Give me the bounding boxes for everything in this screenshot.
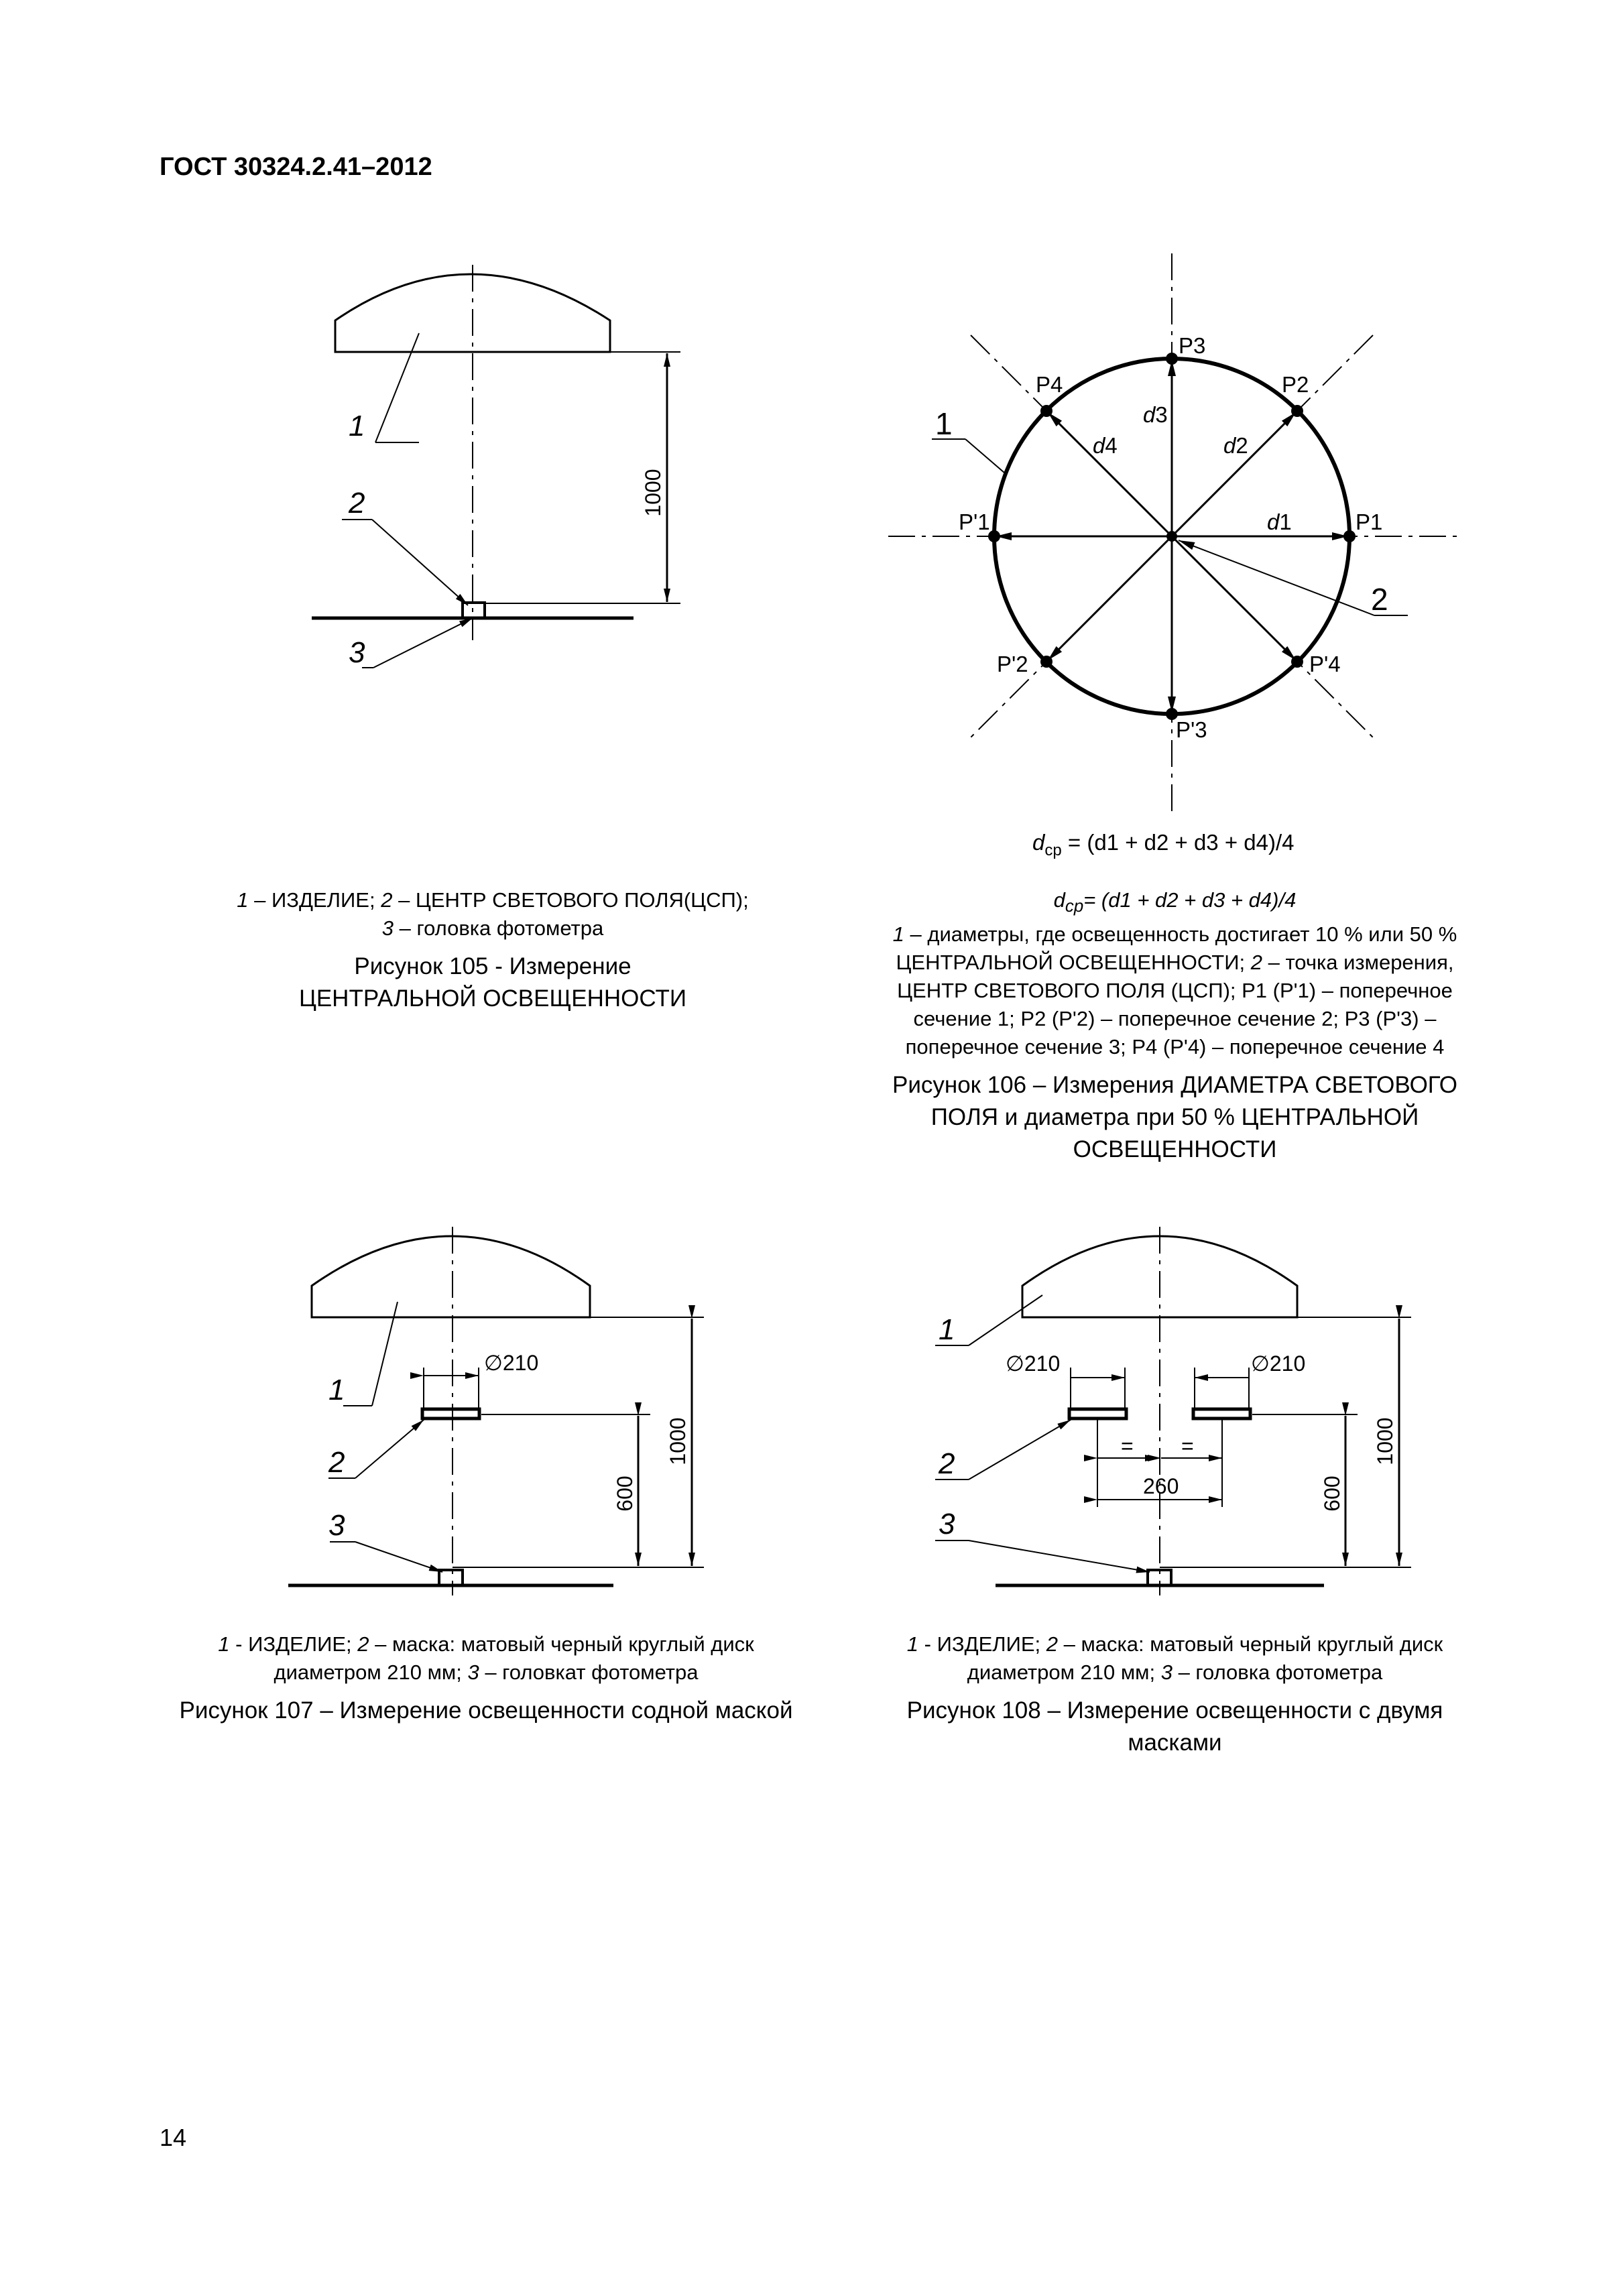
dim-1000-label: 1000 [666,1417,690,1465]
label-2: 2 [349,487,365,520]
label-P2: P2 [1282,372,1309,397]
dim-1000-label: 1000 [641,469,665,517]
label-1: 1 [349,410,365,442]
document-header: ГОСТ 30324.2.41–2012 [160,153,432,181]
label-P1: P1 [1356,509,1383,534]
label-3: 3 [939,1508,955,1540]
figure-108-legend: 1 - ИЗДЕЛИЕ; 2 – маска: матовый черный круглый диск диаметром 210 мм; 3 – головка фотометра [906,1632,1443,1684]
mask-disc-left [1069,1409,1126,1418]
label-P3: P3 [1179,333,1206,358]
label-d3: d3 [1143,402,1168,427]
label-1: 1 [328,1374,345,1406]
eq-right-label: = [1181,1434,1194,1458]
label-d2: d2 [1223,433,1248,458]
label-d4: d4 [1093,433,1118,458]
figure-106-legend: $d_{cp}= (d1 + d2 + d3 + d4)/4$ 1 – диаметры, где освещенность достигает 10 % или 50 % ЦЕНТРАЛЬНОЙ ОСВЕЩЕННОСТИ; 2 – точка измерения, ЦЕНТР СВЕТОВОГО ПОЛЯ (ЦСП); P1 (P'1) – поперечное сечение 1; P2 (P'2) – поперечное сечение 2; P3 (P'3) – поперечное сечение 3; P4 (P'4) – поперечное сечение 4 [892,888,1457,1059]
label-2: 2 [328,1446,345,1479]
figure-107-legend: 1 - ИЗДЕЛИЕ; 2 – маска: матовый черный круглый диск диаметром 210 мм; 3 – головкат фотометра [218,1632,754,1684]
label-Pp1: P'1 [959,509,990,534]
mask-disc-right [1193,1409,1250,1418]
eq-left-label: = [1121,1434,1134,1458]
label-1: 1 [939,1313,955,1346]
label-P4: P4 [1036,372,1063,397]
label-Pp3: P'3 [1176,717,1207,742]
dim-210-label: ∅210 [484,1351,539,1375]
label-2: 2 [1371,582,1388,617]
figure-105-title: Рисунок 105 - Измерение ЦЕНТРАЛЬНОЙ ОСВЕЩЕННОСТИ [298,953,687,1012]
figure-107-caption [147,1630,825,1727]
figure-108-caption [865,1630,1485,1759]
label-1: 1 [935,406,953,441]
figure-106-title: Рисунок 106 – Измерения ДИАМЕТРА СВЕТОВОГО ПОЛЯ и диаметра при 50 % ЦЕНТРАЛЬНОЙ ОСВЕЩЕННОСТИ [892,1072,1458,1163]
dim-600-label: 600 [613,1475,637,1512]
dim-210-right-label: ∅210 [1251,1351,1306,1376]
label-d1: d1 [1267,509,1292,534]
dim-210-left-label: ∅210 [1006,1351,1061,1376]
label-2: 2 [939,1447,955,1480]
figure-108-title: Рисунок 108 – Измерение освещенности с двумя масками [906,1697,1443,1756]
figure-107-title: Рисунок 107 – Измерение освещенности содной маской [179,1697,793,1724]
average-diameter-formula: $d_{ср} = (d1 + d2 + d3 + d4)/4$ [1032,830,1295,859]
label-3: 3 [349,636,365,669]
label-3: 3 [328,1509,345,1542]
dim-600-label: 600 [1320,1475,1344,1512]
label-Pp4: P'4 [1309,652,1341,676]
figure-105-legend: 1 – ИЗДЕЛИЕ; 2 – ЦЕНТР СВЕТОВОГО ПОЛЯ(ЦСП); 3 – головка фотометра [237,888,749,940]
page-number: 14 [160,2124,187,2151]
label-Pp2: P'2 [997,652,1028,676]
dim-1000-label: 1000 [1373,1417,1397,1465]
dim-260-label: 260 [1143,1474,1179,1498]
